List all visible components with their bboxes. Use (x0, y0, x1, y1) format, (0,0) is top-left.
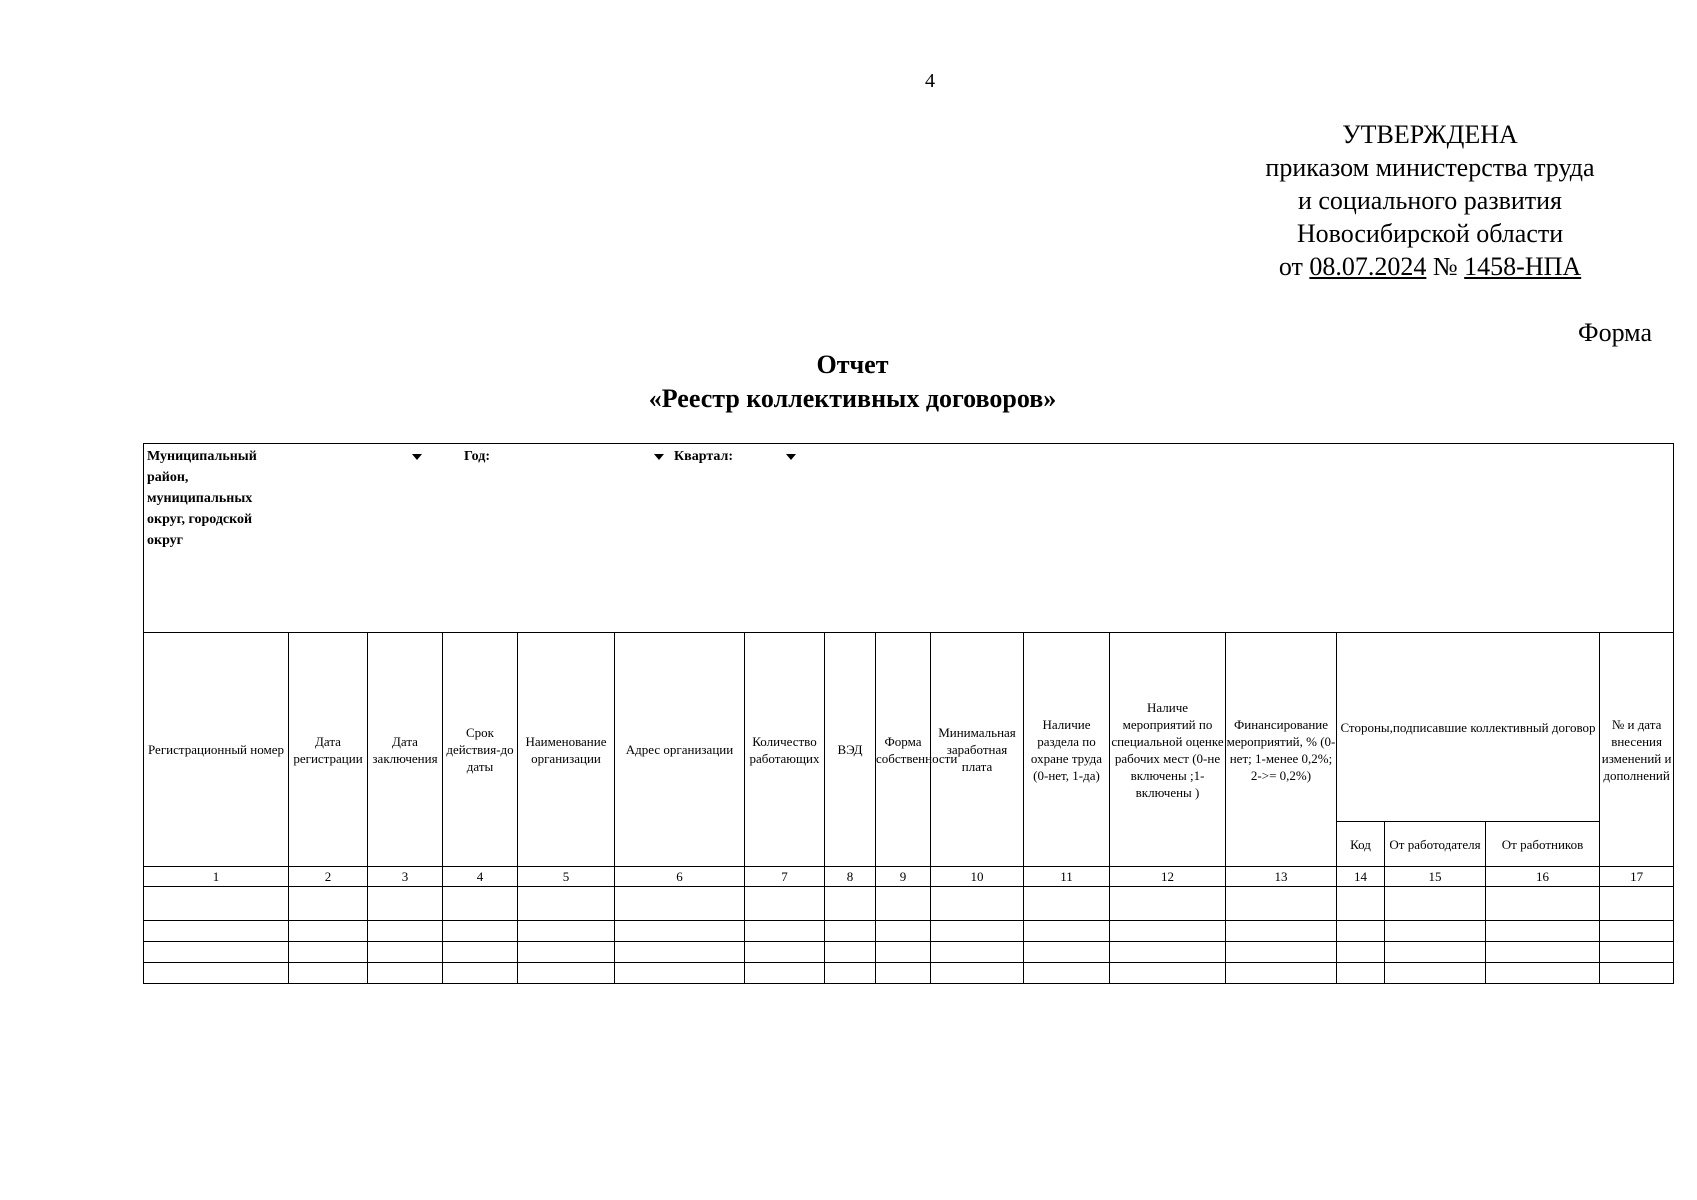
year-dropdown-icon[interactable] (654, 454, 664, 460)
col-header-reg-date: Дата регистрации (289, 633, 368, 867)
approval-line: и социального развития (1297, 186, 1563, 215)
table-row (144, 963, 1674, 984)
col-header-from-employer: От работодателя (1385, 822, 1486, 867)
column-number: 5 (518, 867, 615, 887)
table-cell[interactable] (144, 887, 289, 921)
table-cell[interactable] (1226, 921, 1337, 942)
approval-line: УТВЕРЖДЕНА (1342, 120, 1518, 149)
table-cell[interactable] (289, 963, 368, 984)
table-row (144, 887, 1674, 921)
number-sign: № (1432, 252, 1458, 281)
col-header-code: Код (1337, 822, 1385, 867)
table-cell[interactable] (518, 942, 615, 963)
table-cell[interactable] (144, 963, 289, 984)
column-number: 17 (1600, 867, 1674, 887)
col-header-conclusion-date: Дата заключения (368, 633, 443, 867)
column-number: 14 (1337, 867, 1385, 887)
table-cell[interactable] (825, 887, 876, 921)
table-cell[interactable] (518, 887, 615, 921)
table-cell[interactable] (1600, 963, 1674, 984)
table-cell[interactable] (1486, 942, 1600, 963)
page-number: 4 (925, 70, 935, 92)
approval-line: Новосибирской области (1296, 219, 1564, 248)
table-row (144, 942, 1674, 963)
table-cell[interactable] (876, 887, 931, 921)
table-cell[interactable] (518, 921, 615, 942)
table-cell[interactable] (1486, 887, 1600, 921)
col-header-org-name: Наименование организации (518, 633, 615, 867)
table-cell[interactable] (443, 963, 518, 984)
approval-number: 1458-НПА (1464, 252, 1582, 281)
col-header-from-employees: От работников (1486, 822, 1600, 867)
table-cell[interactable] (144, 942, 289, 963)
approval-date-line (1240, 250, 1620, 283)
table-cell[interactable] (1337, 887, 1385, 921)
form-label: Форма (1578, 318, 1652, 347)
column-number: 16 (1486, 867, 1600, 887)
filter-panel (144, 444, 1674, 633)
approval-date: 08.07.2024 (1309, 252, 1427, 281)
approval-line: приказом министерства труда (1265, 153, 1595, 182)
table-cell[interactable] (1024, 887, 1110, 921)
table-cell[interactable] (1337, 942, 1385, 963)
table-cell[interactable] (1337, 921, 1385, 942)
table-cell[interactable] (1226, 942, 1337, 963)
table-cell[interactable] (1600, 942, 1674, 963)
table-cell[interactable] (615, 887, 745, 921)
table-cell[interactable] (1337, 963, 1385, 984)
from-word: от (1278, 252, 1303, 281)
table-cell[interactable] (1486, 963, 1600, 984)
table-cell[interactable] (368, 921, 443, 942)
table-cell[interactable] (1385, 921, 1486, 942)
col-header-employees: Количество работающих (745, 633, 825, 867)
col-header-org-address: Адрес организации (615, 633, 745, 867)
table-cell[interactable] (1600, 887, 1674, 921)
table-cell[interactable] (825, 963, 876, 984)
column-number: 13 (1226, 867, 1337, 887)
col-header-ved: ВЭД (825, 633, 876, 867)
table-cell[interactable] (1024, 921, 1110, 942)
table-cell[interactable] (368, 963, 443, 984)
municipal-dropdown-icon[interactable] (412, 454, 422, 460)
table-cell[interactable] (931, 963, 1024, 984)
column-number: 10 (931, 867, 1024, 887)
table-cell[interactable] (931, 921, 1024, 942)
col-header-financing: Финансирование мероприятий, % (0-нет; 1-менее 0,2%; 2->= 0,2%) (1226, 633, 1337, 867)
col-header-workplace-assessment: Наличе мероприятий по специальной оценке рабочих мест (0-не включены ;1-включены ) (1110, 633, 1226, 867)
column-number: 9 (876, 867, 931, 887)
col-header-min-wage: Минимальная заработная плата (931, 633, 1024, 867)
table-cell[interactable] (368, 887, 443, 921)
table-cell[interactable] (1110, 963, 1226, 984)
table-cell[interactable] (443, 887, 518, 921)
table-cell[interactable] (1385, 963, 1486, 984)
column-number: 3 (368, 867, 443, 887)
col-header-reg-number: Регистрационный номер (144, 633, 289, 867)
table-cell[interactable] (443, 921, 518, 942)
column-number: 8 (825, 867, 876, 887)
table-cell[interactable] (615, 942, 745, 963)
table-cell[interactable] (931, 887, 1024, 921)
approval-stamp (1240, 118, 1620, 283)
col-header-parties: Стороны,подписавшие коллективный договор (1337, 633, 1600, 822)
column-number: 12 (1110, 867, 1226, 887)
municipal-filter-label: Муниципальный район, муниципальных округ, городской округ (147, 449, 257, 548)
table-cell[interactable] (825, 921, 876, 942)
col-header-amendments: № и дата внесения изменений и дополнений (1600, 633, 1674, 867)
table-row (144, 921, 1674, 942)
table-cell[interactable] (1226, 887, 1337, 921)
table-cell[interactable] (1024, 942, 1110, 963)
table-cell[interactable] (825, 942, 876, 963)
quarter-dropdown-icon[interactable] (786, 454, 796, 460)
table-cell[interactable] (1110, 921, 1226, 942)
table-cell[interactable] (615, 921, 745, 942)
column-number-row (144, 867, 1674, 887)
table-cell[interactable] (1110, 887, 1226, 921)
table-cell[interactable] (1024, 963, 1110, 984)
registry-table (143, 443, 1674, 984)
table-cell[interactable] (745, 963, 825, 984)
column-number: 7 (745, 867, 825, 887)
table-cell[interactable] (931, 942, 1024, 963)
column-number: 2 (289, 867, 368, 887)
column-number: 1 (144, 867, 289, 887)
table-cell[interactable] (144, 921, 289, 942)
col-header-labor-safety: Наличие раздела по охране труда (0-нет, 1-да) (1024, 633, 1110, 867)
table-cell[interactable] (289, 942, 368, 963)
table-cell[interactable] (745, 942, 825, 963)
table-cell[interactable] (289, 887, 368, 921)
column-number: 4 (443, 867, 518, 887)
column-number: 6 (615, 867, 745, 887)
table-cell[interactable] (443, 942, 518, 963)
table-cell[interactable] (876, 921, 931, 942)
title-line-1: Отчет (816, 350, 889, 379)
col-header-validity: Срок действия-до даты (443, 633, 518, 867)
table-cell[interactable] (289, 921, 368, 942)
year-filter-label: Год: (464, 449, 491, 464)
column-number: 15 (1385, 867, 1486, 887)
table-cell[interactable] (1486, 921, 1600, 942)
table-cell[interactable] (745, 921, 825, 942)
table-cell[interactable] (745, 887, 825, 921)
table-cell[interactable] (1600, 921, 1674, 942)
quarter-filter-label: Квартал: (674, 449, 734, 464)
title-line-2: «Реестр коллективных договоров» (648, 384, 1057, 413)
table-cell[interactable] (876, 942, 931, 963)
table-cell[interactable] (1110, 942, 1226, 963)
col-header-ownership: Форма собственности (876, 633, 931, 867)
table-cell[interactable] (1226, 963, 1337, 984)
table-cell[interactable] (368, 942, 443, 963)
table-cell[interactable] (518, 963, 615, 984)
table-cell[interactable] (1385, 942, 1486, 963)
column-number: 11 (1024, 867, 1110, 887)
table-cell[interactable] (876, 963, 931, 984)
report-title (0, 348, 1697, 416)
table-cell[interactable] (1385, 887, 1486, 921)
table-cell[interactable] (615, 963, 745, 984)
